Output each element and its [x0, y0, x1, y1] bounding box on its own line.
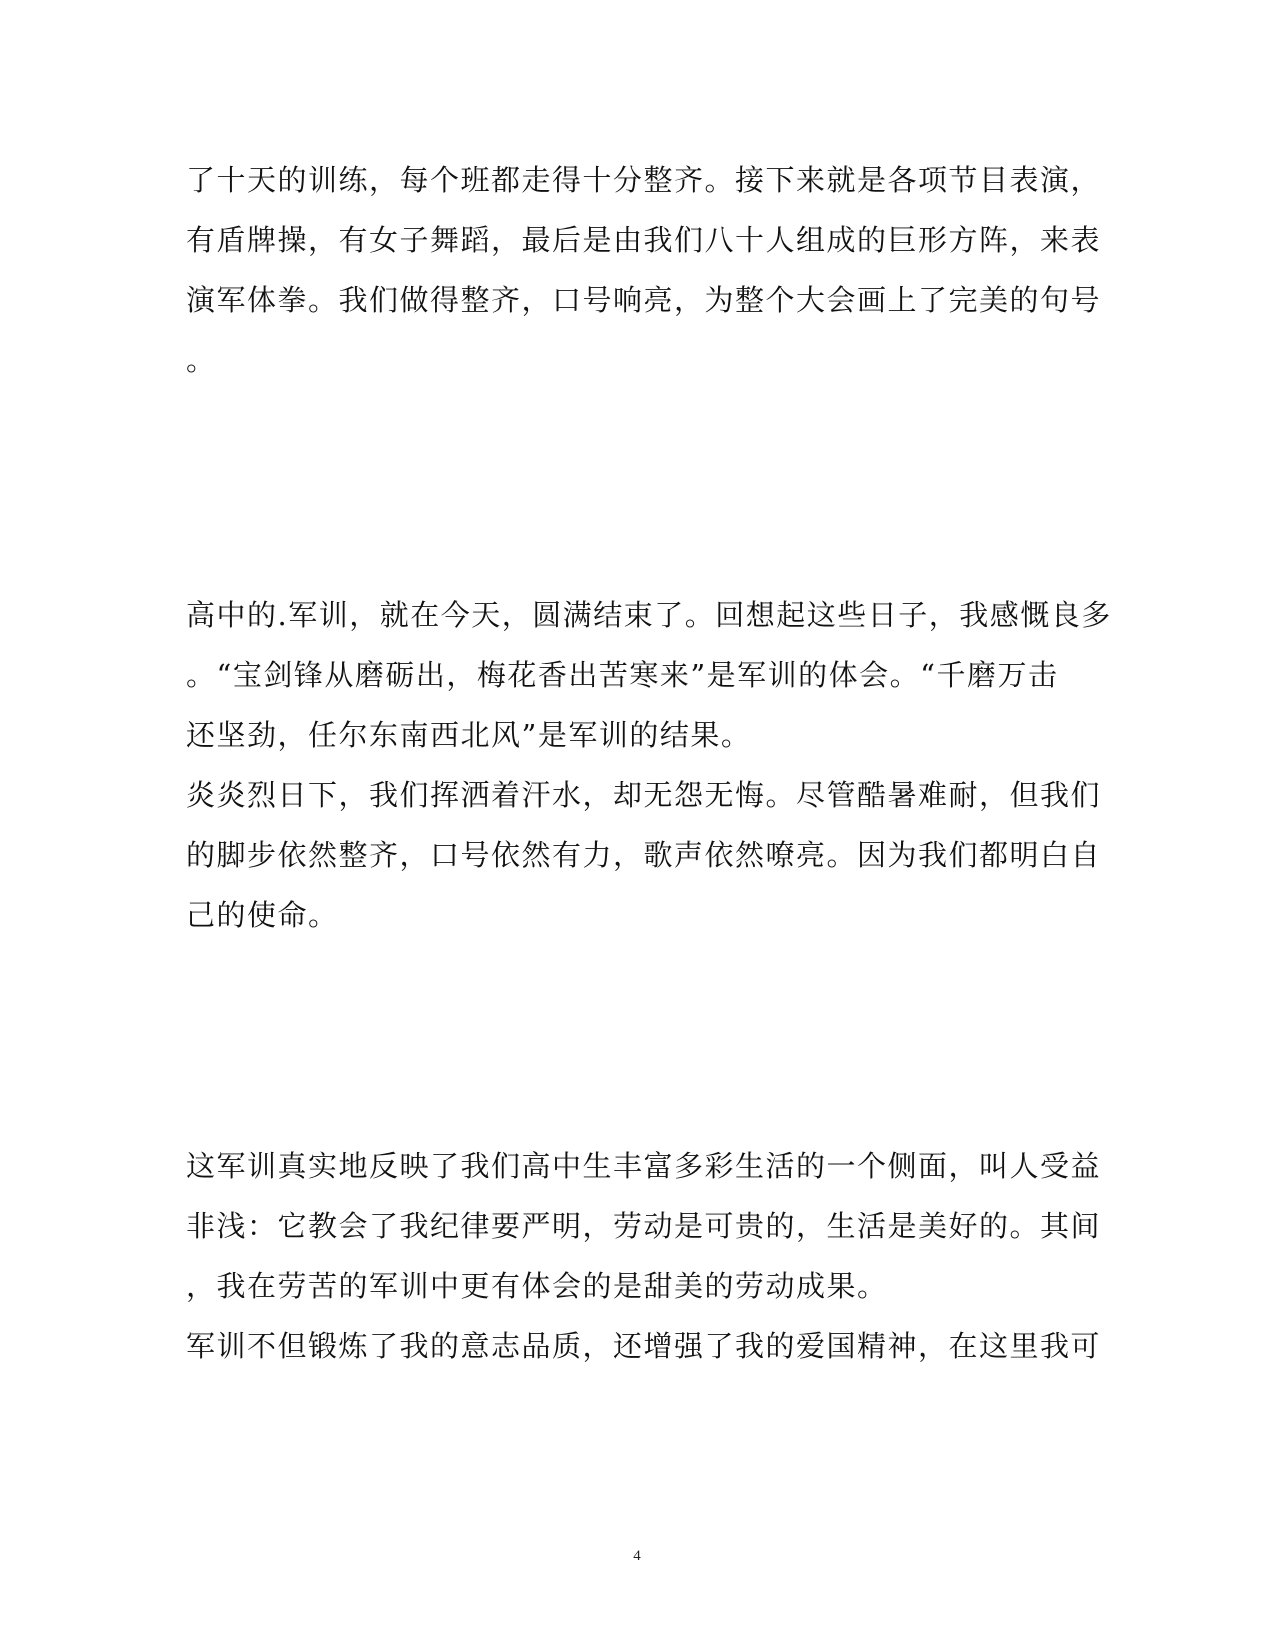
text-line: 非浅：它教会了我纪律要严明，劳动是可贵的，生活是美好的。其间 — [186, 1209, 1102, 1243]
text-line: 的脚步依然整齐，口号依然有力，歌声依然嘹亮。因为我们都明白自 — [186, 838, 1102, 872]
text-line: 。“宝剑锋从磨砺出，梅花香出苦寒来”是军训的体会。“千磨万击 — [186, 658, 1059, 692]
text-line: 这军训真实地反映了我们高中生丰富多彩生活的一个侧面，叫人受益 — [186, 1149, 1102, 1183]
text-line: 演军体拳。我们做得整齐，口号响亮，为整个大会画上了完美的句号 — [186, 283, 1102, 317]
text-line: 有盾牌操，有女子舞蹈，最后是由我们八十人组成的巨形方阵，来表 — [186, 223, 1102, 257]
text-line: 。 — [186, 343, 217, 377]
page-number: 4 — [633, 1548, 641, 1564]
text-line: 了十天的训练，每个班都走得十分整齐。接下来就是各项节目表演， — [186, 163, 1102, 197]
text-line: 己的使命。 — [186, 898, 339, 932]
text-line: 高中的.军训，就在今天，圆满结束了。回想起这些日子，我感慨良多 — [186, 598, 1112, 632]
text-line: 军训不但锻炼了我的意志品质，还增强了我的爱国精神，在这里我可 — [186, 1329, 1102, 1363]
text-line: 还坚劲，任尔东南西北风”是军训的结果。 — [186, 718, 752, 752]
text-line: 炎炎烈日下，我们挥洒着汗水，却无怨无悔。尽管酷暑难耐，但我们 — [186, 778, 1102, 812]
text-line: ，我在劳苦的军训中更有体会的是甜美的劳动成果。 — [186, 1269, 888, 1303]
